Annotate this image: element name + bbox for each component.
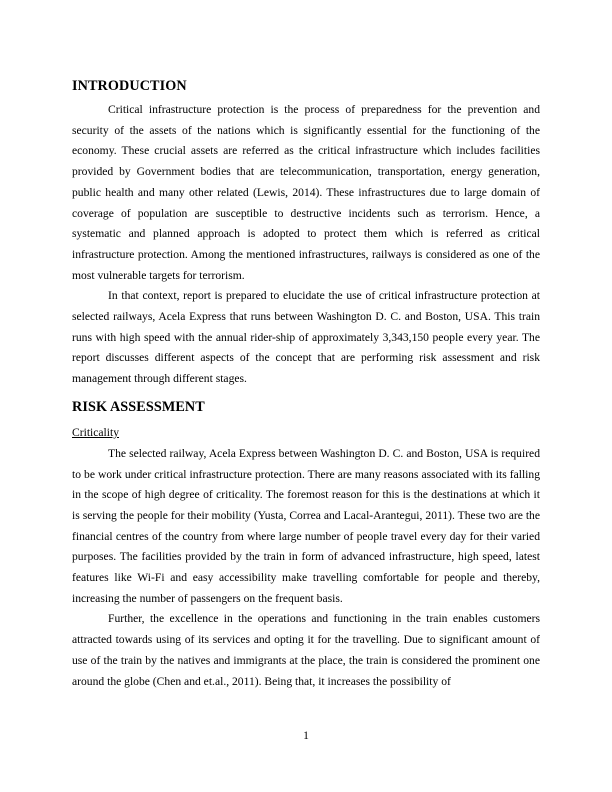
section-heading-risk-assessment: RISK ASSESSMENT: [72, 398, 205, 415]
introduction-paragraph-2: In that context, report is prepared to elucidate the use of critical infrastructure protection at selected railways, Acela Express that runs between Washington D. C. and Boston, USA. This train runs with high speed with the annual rider-ship of approximately 3,343,150 people every year. The report discusses different aspects of the concept that are performing risk assessment and risk management through different stages.: [72, 289, 540, 386]
introduction-paragraph-1: Critical infrastructure protection is the process of preparedness for the prevention and security of the assets of the nations which is significantly essential for the functioning of the economy. These crucial assets are referred as the critical infrastructure which includes facilities provided by Government bodies that are telecommunication, transportation, energy generation, public health and many other related (Lewis, 2014). These infrastructures due to large domain of coverage of population are susceptible to destructive incidents such as terrorism. Hence, a systematic and planned approach is adopted to protect them which is referred as critical infrastructure protection. Among the mentioned infrastructures, railways is considered as one of the most vulnerable targets for terrorism.: [72, 103, 540, 282]
page-content: [72, 77, 540, 692]
criticality-paragraph-1: The selected railway, Acela Express between Washington D. C. and Boston, USA is required to be work under critical infrastructure protection. There are many reasons associated with its falling in the scope of high degree of criticality. The foremost reason for this is the destinations at which it is serving the people for their mobility (Yusta, Correa and Lacal-Arantegui, 2011). These two are the financial centres of the country from where large number of people travel every day for their varied purposes. The facilities provided by the train in form of advanced infrastructure, high speed, latest features like Wi-Fi and easy accessibility make travelling comfortable for people and thereby, increasing the number of passengers on the frequent basis.: [72, 446, 540, 605]
subheading-criticality: Criticality: [72, 425, 120, 439]
criticality-paragraph-2: Further, the excellence in the operations and functioning in the train enables customers attracted towards using of its services and opting it for the travelling. Due to significant amount of use of the train by the natives and immigrants at the place, the train is considered the prominent one around the globe (Chen and et.al., 2011). Being that, it increases the possibility of: [72, 612, 540, 688]
page-number: 1: [303, 729, 309, 742]
section-heading-introduction: INTRODUCTION: [72, 78, 187, 94]
